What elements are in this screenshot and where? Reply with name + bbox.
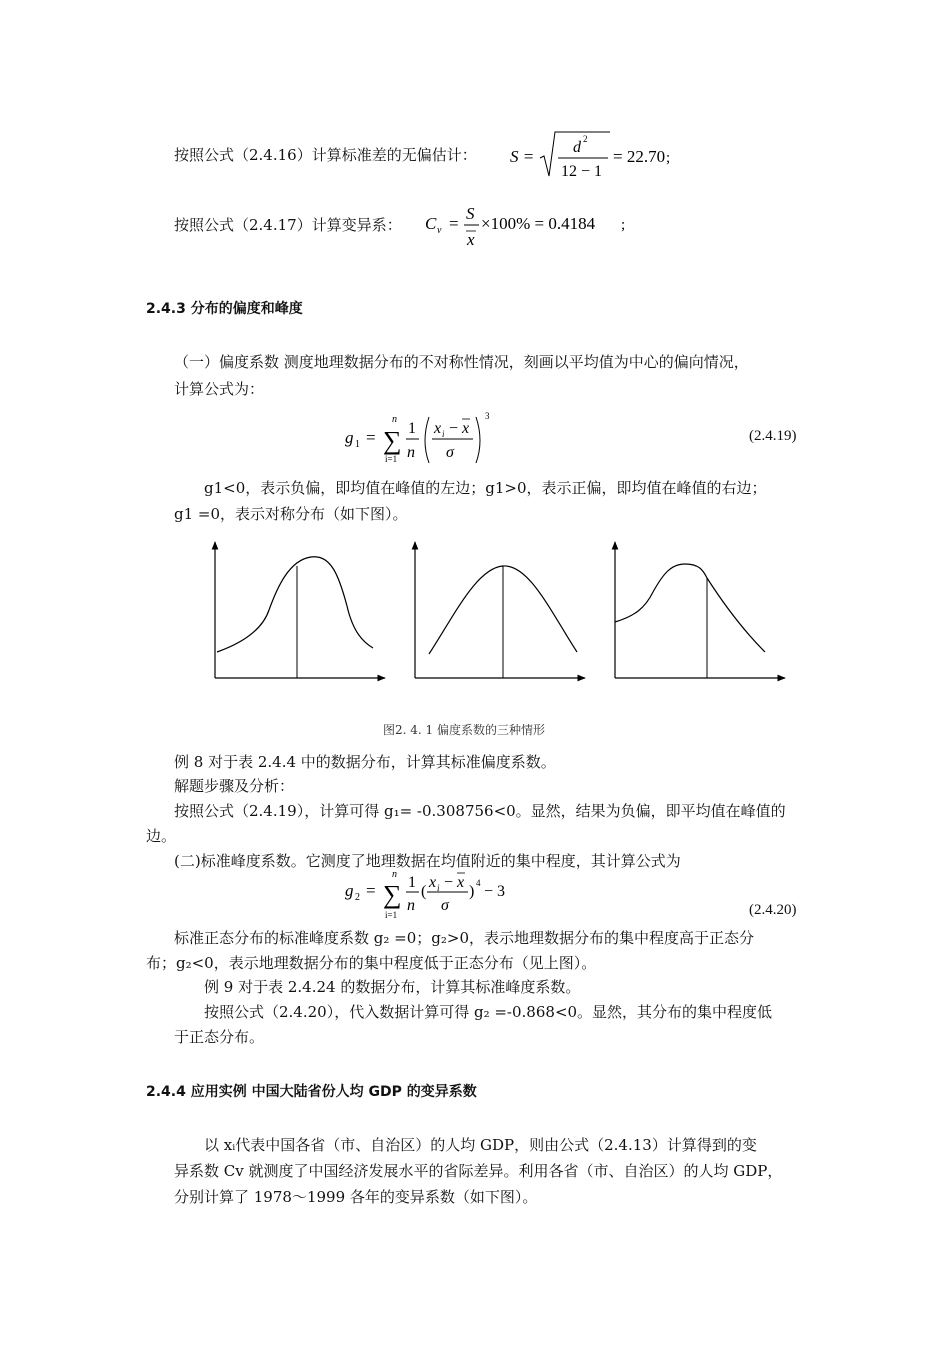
panel-symmetric [415, 542, 585, 678]
cv-c: C [425, 214, 437, 233]
g2-sum-bottom: i=1 [385, 910, 398, 920]
eq-number-2420: (2.4.20) [749, 902, 797, 918]
figure-caption: 图2. 4. 1 偏度系数的三种情形 [383, 723, 545, 737]
example9-line1: 例 9 对于表 2.4.24 的数据分布，计算其标准峰度系数。 [204, 978, 581, 996]
example9-line3: 于正态分布。 [174, 1028, 265, 1046]
cv-den: x [467, 230, 475, 249]
g2-minus: − [444, 874, 454, 891]
std-num-sup: 2 [583, 134, 588, 144]
skew-formula-svg [345, 405, 505, 467]
g2-left-paren: ( [421, 883, 427, 900]
g1-xi-sub: i [442, 429, 445, 439]
std-suffix: ; [666, 150, 671, 166]
skew-formula [345, 405, 505, 471]
example9-line2: 按照公式（2.4.20），代入数据计算可得 g₂ =-0.868<0。显然，其分布的集中程度低 [204, 1003, 773, 1021]
g2-one: 1 [408, 874, 416, 891]
cv-formula [425, 200, 645, 256]
cv-rhs: ×100% = 0.4184 [481, 214, 596, 233]
std-formula [510, 126, 680, 186]
std-num: d [573, 139, 581, 156]
final-line2: 异系数 Cv 就测度了中国经济发展水平的省际差异。利用各省（市、自治区）的人均 GDP， [174, 1162, 783, 1180]
section-heading-244: 2.4.4 应用实例 中国大陆省份人均 GDP 的变异系数 [146, 1084, 477, 1100]
g1-sum-bottom: i=1 [385, 454, 398, 464]
skew-intro-line1: （一）偏度系数 测度地理数据分布的不对称性情况，刻画以平均值为中心的偏向情况， [174, 353, 749, 371]
example8-line2: 解题步骤及分析： [174, 777, 295, 795]
g2-sum-sign: ∑ [383, 880, 402, 909]
g2-right-paren: ) [469, 883, 475, 900]
std-estimate-line [174, 145, 477, 165]
skewness-figure-svg [205, 536, 795, 686]
example8-line4: 边。 [146, 827, 177, 845]
std-formula-svg [510, 126, 680, 186]
g1-minus: − [449, 420, 459, 437]
cv-suffix: ; [621, 217, 626, 233]
g2-xi: x [429, 874, 437, 891]
final-line3: 分别计算了 1978～1999 各年的变异系数（如下图）。 [174, 1188, 538, 1206]
g2-sum-top: n [392, 869, 397, 880]
cv-eq: = [449, 214, 459, 233]
g1-sub: 1 [355, 439, 360, 450]
panel-positive-skew [615, 542, 785, 678]
g1-letter: g [345, 428, 354, 447]
cv-line [174, 215, 402, 235]
g2-sigma: σ [441, 897, 449, 914]
panel-negative-skew [215, 542, 385, 678]
g1-sigma: σ [446, 444, 454, 461]
g2-letter: g [345, 881, 354, 900]
example8-line3: 按照公式（2.4.19），计算可得 g₁= -0.308756<0。显然，结果为负偏，即平均值在峰值的 [174, 802, 786, 820]
g1-left-paren [425, 417, 429, 463]
skew-explain-line2: g1 =0，表示对称分布（如下图）。 [174, 505, 408, 523]
final-line1: 以 xᵢ代表中国各省（市、自治区）的人均 GDP，则由公式（2.4.13）计算得到的变 [204, 1136, 757, 1154]
std-estimate-prefix: 按照公式（2.4.16）计算标准差的无偏估计： [174, 146, 477, 164]
g1-xi: x [434, 420, 442, 437]
g2-tail: − 3 [484, 883, 506, 900]
g1-sum-top: n [392, 414, 397, 425]
g1-xbar: x [462, 420, 470, 437]
kurt-explain-line2: 布；g₂<0，表示地理数据分布的集中程度低于正态分布（见上图）。 [146, 954, 597, 972]
kurt-intro-line: (二)标准峰度系数。它测度了地理数据在均值附近的集中程度，其计算公式为 [174, 852, 681, 870]
g1-sum-sign: ∑ [383, 426, 402, 455]
eq-number-2419: (2.4.19) [749, 428, 797, 444]
g2-xbar: x [457, 874, 465, 891]
panel1-curve [217, 557, 373, 652]
cv-formula-svg [425, 200, 645, 252]
std-den: 12 − 1 [561, 163, 603, 180]
g2-power: 4 [476, 878, 481, 888]
g1-one: 1 [408, 420, 416, 437]
kurt-formula [345, 866, 525, 932]
kurt-formula-svg [345, 866, 525, 928]
g1-n: n [407, 444, 415, 461]
g2-n: n [407, 897, 415, 914]
g2-eq: = [366, 881, 376, 900]
kurt-explain-line1: 标准正态分布的标准峰度系数 g₂ =0；g₂>0，表示地理数据分布的集中程度高于正态分 [174, 929, 754, 947]
g1-power: 3 [485, 411, 490, 421]
skew-intro-line2: 计算公式为： [174, 380, 265, 398]
g1-eq: = [366, 428, 376, 447]
g2-xi-sub: i [437, 883, 440, 893]
std-rhs: = 22.70 [613, 147, 666, 166]
std-formula-lhs: S = [510, 147, 535, 166]
g2-sub: 2 [355, 892, 360, 903]
panel3-curve [615, 564, 765, 652]
cv-num: S [466, 204, 475, 223]
skew-explain-line1: g1<0，表示负偏，即均值在峰值的左边；g1>0，表示正偏，即均值在峰值的右边； [204, 479, 767, 497]
cv-sub: v [437, 225, 442, 236]
example8-line1: 例 8 对于表 2.4.4 中的数据分布，计算其标准偏度系数。 [174, 753, 556, 771]
cv-prefix: 按照公式（2.4.17）计算变异系： [174, 216, 402, 234]
skewness-figure [205, 536, 795, 690]
g1-right-paren [476, 417, 480, 463]
section-heading-243: 2.4.3 分布的偏度和峰度 [146, 301, 303, 317]
